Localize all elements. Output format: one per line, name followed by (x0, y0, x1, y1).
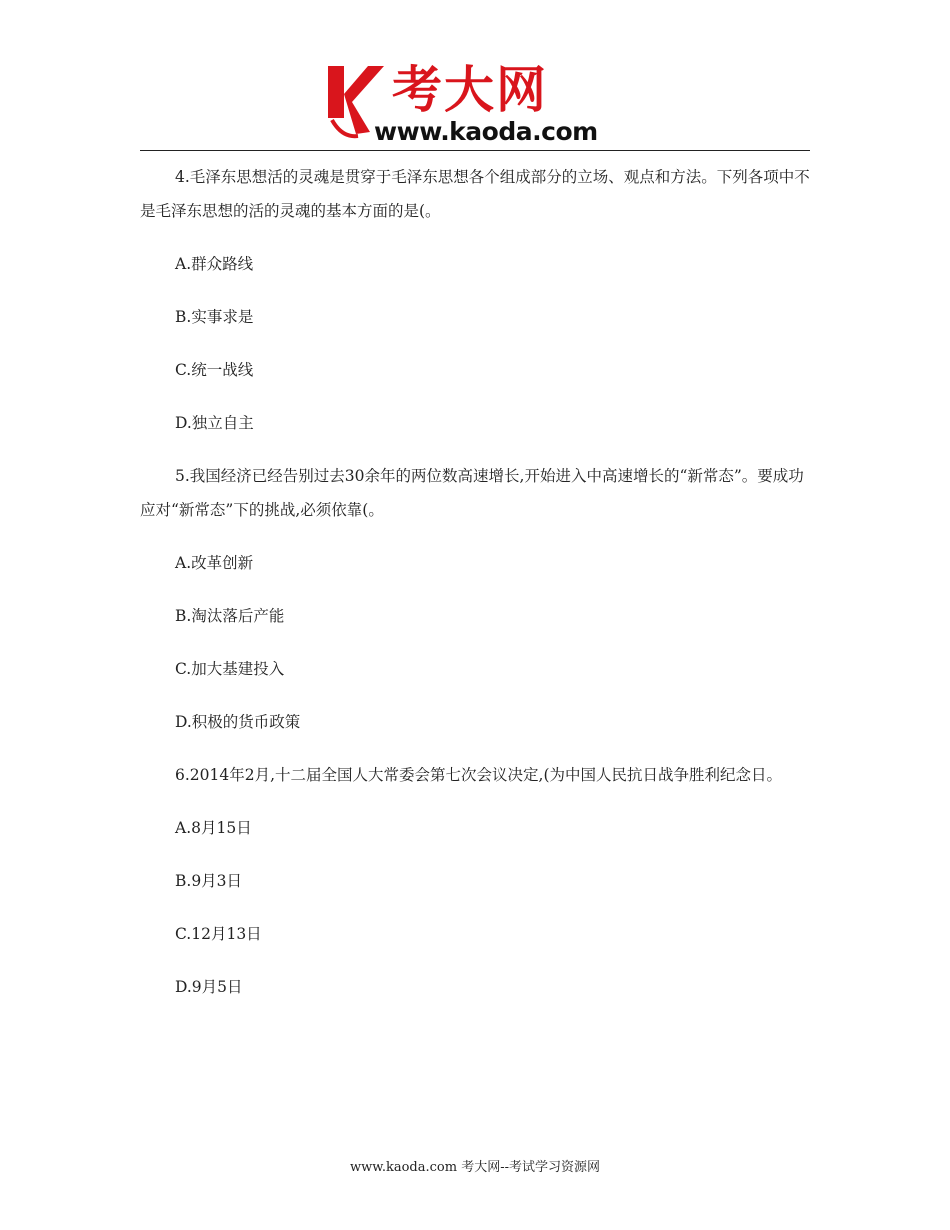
question-block (140, 758, 810, 1004)
option-a: A.群众路线 (175, 255, 254, 273)
question-block (140, 160, 810, 459)
option-b: B.淘汰落后产能 (175, 607, 285, 625)
logo-chinese-text: 考大网 (392, 61, 548, 119)
question-block (140, 459, 810, 758)
question-stem: 4.毛泽东思想活的灵魂是贯穿于毛泽东思想各个组成部分的立场、观点和方法。下列各项中不是毛泽东思想的活的灵魂的基本方面的是(。 (140, 168, 810, 220)
option-c: C.统一战线 (175, 361, 254, 379)
question-stem: 5.我国经济已经告别过去30余年的两位数高速增长,开始进入中高速增长的“新常态”。要成功应对“新常态”下的挑战,必须依靠(。 (140, 467, 804, 519)
option-c: C.加大基建投入 (175, 660, 285, 678)
option-d: D.9月5日 (175, 978, 243, 996)
header-divider (140, 150, 810, 151)
option-d: D.积极的货币政策 (175, 713, 301, 731)
option-a: A.8月15日 (175, 819, 252, 837)
kaoda-logo (324, 60, 644, 146)
option-a: A.改革创新 (175, 554, 254, 572)
option-c: C.12月13日 (175, 925, 262, 943)
question-list (140, 160, 810, 1004)
question-stem: 6.2014年2月,十二届全国人大常委会第七次会议决定,(为中国人民抗日战争胜利纪念日。 (175, 766, 783, 784)
option-b: B.实事求是 (175, 308, 254, 326)
page-footer: www.kaoda.com 考大网--考试学习资源网 (350, 1160, 600, 1175)
option-d: D.独立自主 (175, 414, 254, 432)
option-b: B.9月3日 (175, 872, 243, 890)
logo-url-text: www.kaoda.com (374, 117, 598, 146)
